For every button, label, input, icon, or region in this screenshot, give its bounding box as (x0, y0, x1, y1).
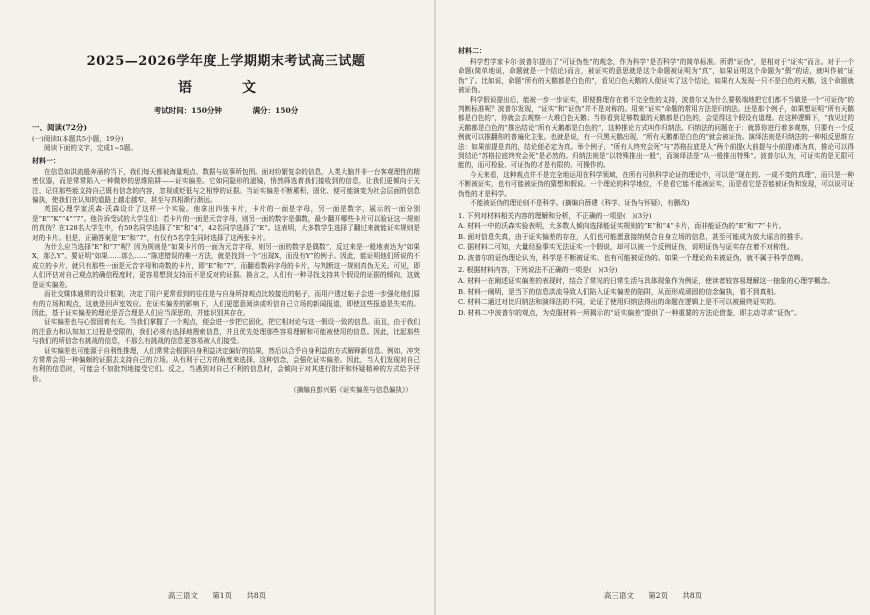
answer-option: A. 材料一中的沃森实验表明，大多数人倾向选择能证实规则的“E”和“4”卡片，而非能证伪的“E”和“7”卡片。 (458, 222, 786, 231)
answer-option: C. 材料二通过对比归纳法和演绎法的不同，论证了使用归纳法得出的命题在逻辑上是不可以被最终证实的。 (458, 298, 780, 307)
left-page (0, 0, 434, 615)
answer-option: B. 材料一阐明，是当下的信息洪流导致人们陷入证实偏差的陷阱，从而形成顽固的信念偏执，看不到真相。 (458, 287, 780, 296)
paragraph: 英国心理学家沃森·沃森设计了这样一个实验。他拿出四张卡片，卡片的一面是字母，另一面是数字，展示的一面分别是“E”“K”“4”“7”。他告诉受试的大学生们：若卡片的一面是元音字母，则另一面的数字是偶数，最少翻开哪些卡片可以验证这一规则的真伪？在128名大学生中，有59名同学选择了“E”和“4”，42名同学选择了“E”。这表明，大多数学生选择了翻过来就能证实规则是对的卡片。但是，正确答案是“E”和“7”，有仅有5名学生同时选择了这两张卡片。 (32, 205, 420, 242)
score-label: 满分：150分 (252, 106, 299, 115)
material-heading: 材料一： (32, 155, 60, 165)
question-stem: 1. 下列对材料相关内容的理解和分析，不正确的一项是( )(3分) (458, 211, 652, 220)
right-page (436, 0, 870, 615)
subsection-heading: (一)阅读Ⅰ(本题共5小题，19分) (32, 135, 124, 143)
answer-option: B. 面对信息失真，由于证实偏差的存在，人们也可能愿意接纳契合自身立场的信息，甚至可能成为放大谣言的推手。 (458, 232, 808, 241)
footer-total: 共8页 (246, 591, 267, 600)
paragraph: 而社交媒体通常的设计框架，决定了用户更常看到的往往是与自身所持观点比较接近的帖子，而用户透过帖子会进一步强化他们原有的立场和观点，这就是回声室效应。在证实偏差的影响下，人们更愿意阅读或听信自己立场的新闻报道，即使这些报道是失实的。因此，基于证实偏差的理论是否合理是人们应当深思的，并能识别其存在。 (32, 290, 420, 317)
page-footer (436, 590, 870, 601)
paragraph: 证实偏差也可能源于自利性推理，人们常常会根据自身利益决定偏好的结果，然后以合乎自身利益的方式解释新信息。例如，冲突方常常会用一种偏颇的证据去支持自己的立场。从有利于己方的角度来选择，这种信念，会强化证实偏差。因此，当人们发现对自己有利的信息时，可能会不加批判地接受它们。反之，当遇到对自己不利的信息时，会倾向于对其进行批评和怀疑精神的方式给予评价。 (32, 346, 420, 383)
paragraph: 不能被证伪的理论则不是科学。(摘编自薛建《科学、证伪与怀疑》，有删改) (470, 199, 690, 208)
paragraph: 为什么应当选择“E”和“7”呢？因为规则是“如果卡片的一面为元音字母，则另一面的数字是偶数”，反过来是一般地表达为“如果X，那么Y”。要证明“如果……那么……”陈述错误的唯一方法，就是找到一个“出现X，而没有Y”的例子。因此，能证明他们所说的不成立的卡片，就只有那些一面是元音字母和奇数的卡片，即“E”和“7”，而翻看数码字母的卡片，与判断这一规则真伪无关。可见，即人们评估对自己观点的确信程度时，更容易想到支持而不是反对的证据。换言之，人们有一种寻找支持其个假设的证据的倾向，这就是证实偏差。 (32, 243, 420, 289)
material-heading: 材料二： (458, 46, 486, 55)
paragraph: 证实偏差也与心智固着有关。当我们掌握了一个观点，便会进一步把它固化，把它相对论与这一假设一致的信息。而且，由于我们的注意力和认知加工过程是受限的，我们必须有选择地搜索信息，并且优先处理那些容易理解和可能被使用的信息。因此，比起那些与我们的所信念有挑战的信息，不那么有挑战的信息更容易被人们接受。 (32, 318, 420, 346)
time-label: 考试时间：150分钟 (153, 106, 222, 115)
page-footer (0, 590, 434, 601)
paragraph: 今天来看，这种观点并不是完全地运用在科学领域，在所有可供科学论证的理论中，可以是“现在的、一成不变的真理”，而只是一种不断被证实，也有可能被证伪的猜想和假说。一个理论的科学地位，不是看它能不能被证实，而是看它是否能被证伪和发现，可以说可证伪性的才是科学。 (458, 170, 854, 198)
paragraph: 科学假说提出后，能被一步一步证实，即便推理存在着不完全性的支持，波普尔又为什么要极端地把它们都不当做是一个“可证伪”的判断标准呢？波普尔发现，“证实”和“证伪”并不是对称的。用来“证实”命题的常用方法是归纳法。还是那个例子，如果想证明“所有天鹅都是白色的”，你就会去观察一大堆白色天鹅；当你看到足够数量的天鹅都是白色的，会觉得这个假设有道理。在这种逻辑下，“我见过的天鹅都是白色的”推出结论“所有天鹅都是白色的”，这种推论方式叫作归纳法。归纳法的问题在于：就算你进行着多观察，只要有一个反例就可以推翻你的普遍化主张。也就是说，有一只黑天鹅出现，“所有天鹅都是白色的”就会被证伪。演绎法则是归纳法的一种相反思维方法：如果前提是真的，结论便必定为真。举个例子，“所有人终究会死”与“苏格拉底是人”两个前提(大前提与小前提)都为真，推论可以得到结论“苏格拉底终究会死”是必然的。归纳法则是“以特殊推出一般”，而演绎法是“从一般推出特殊”。波普尔认为，可证实的是无限可能的，而可检验、可证伪的才是有限的、可操作的。 (458, 95, 854, 170)
question-stem: 2. 根据材料内容，下列说法不正确的一项是( )(3分) (458, 266, 618, 275)
footer-subject: 高三语文 (603, 591, 634, 600)
answer-option: A. 材料一在阐述证实偏差的表现时，结合了常见的日常生活与具体现象作为例证，使读者较容易理解这一抽象的心理学概念。 (458, 277, 835, 286)
paragraph: 在信息如洪流般奔涌的当下，我们每天都被海量观点、数据与故事所包围。面对纷繁复杂的信息，人类大脑并非一台客观理性的精密仪器，而是常常陷入一种微妙的思维陷阱——证实偏差。它如同隐形的滤镜，悄然筛选着我们接收到的信息，让我们更倾向于关注、记住那些能支持自己既有信念的内容，忽视或贬低与之相悖的证据。当证实偏差不断累积，固化、便可能演变为社会层面的信息偏执，使我们在认知的道路上越走越窄，甚至与真相渐行渐远。 (32, 167, 420, 205)
exam-meta (32, 105, 420, 116)
section-heading: 一、阅读(72分) (32, 123, 88, 132)
source-citation: （摘编自彭兴韬《证实偏差与信息偏执》） (290, 386, 412, 395)
instruction-text: 阅读下面的文字，完成1~5题。 (44, 144, 138, 153)
answer-option: D. 波普尔的证伪理论认为，科学是不断被证实、也有可能被证伪的。如果一个理论尚未被证伪，就不属于科学范畴。 (458, 253, 808, 262)
subject-title: 语 文 (178, 80, 274, 96)
paragraph: 科学哲学家卡尔·波普尔提出了“可证伪性”的观念，作为科学“是否科学”的简单标准。所谓“证伪”，是相对于“证实”而言。对于一个命题(简单地说，命题就是一个结论)而言，被证实的意思就是这个命题被证明为“真”，如果证明这个命题为“假”的话，就叫作被“证伪”了。比如说，命题“所有的天鹅都是白色的”，看见白色天鹅的人便证实了这个结论，如果有人发现一只不是白色的天鹅，这个命题就被证伪。 (458, 58, 854, 95)
exam-title: 2025—2026学年度上学期期末考试高三试题 (86, 54, 366, 69)
footer-subject: 高三语文 (167, 591, 198, 600)
footer-page: 第2页 (648, 591, 668, 600)
footer-page: 第1页 (212, 591, 232, 600)
answer-option: D. 材料二中波普尔的观点，为克服材料一所揭示的“证实偏差”提供了一种重要的方法论借鉴，即主动寻求“证伪”。 (458, 308, 801, 317)
footer-total: 共8页 (682, 591, 703, 600)
answer-option: C. 据材料二可知，大量经验事实无法证实一个假说，却可以被一个反例证伪，说明证伪与证实存在着不对称性。 (458, 243, 794, 252)
